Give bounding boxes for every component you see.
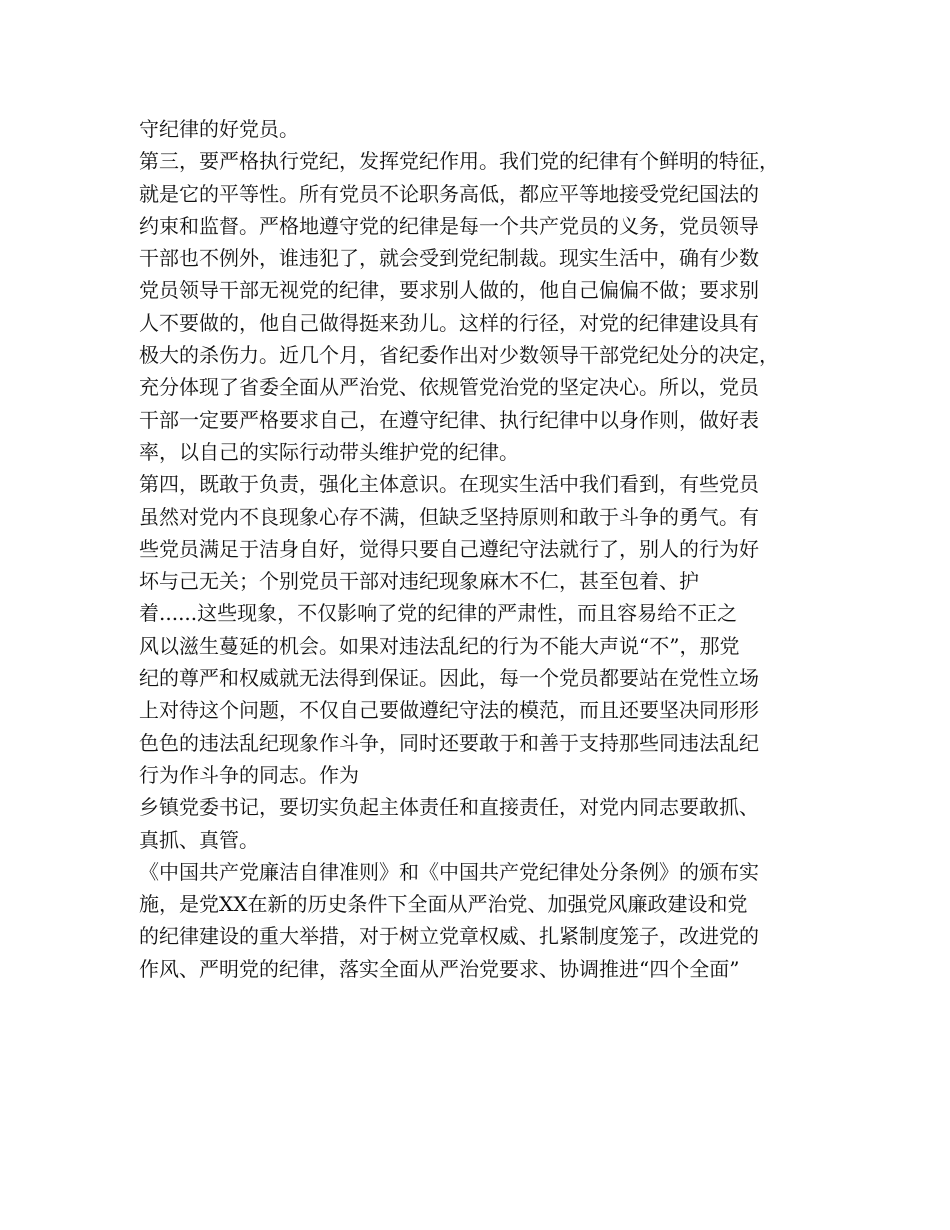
text-line: 《中国共产党廉洁自律准则》和《中国共产党纪律处分条例》的颁布实 [139, 859, 759, 884]
text-line: 极大的杀伤力。近几个月，省纪委作出对少数领导干部党纪处分的决定， [139, 343, 779, 368]
text-line: 乡镇党委书记，要切实负起主体责任和直接责任，对党内同志要敢抓、 [139, 795, 759, 820]
text-line: 第三，要严格执行党纪，发挥党纪作用。我们党的纪律有个鲜明的特征， [139, 149, 779, 174]
text-line: 人不要做的，他自己做得挺来劲儿。这样的行径，对党的纪律建设具有 [139, 310, 759, 335]
text-line: 纪的尊严和权威就无法得到保证。因此，每一个党员都要站在党性立场 [139, 666, 759, 691]
text-line: 施，是党XX在新的历史条件下全面从严治党、加强党风廉政建设和党 [139, 892, 748, 917]
text-line: 色色的违法乱纪现象作斗争，同时还要敢于和善于支持那些同违法乱纪 [139, 730, 759, 755]
text-line: 着......这些现象，不仅影响了党的纪律的严肃性，而且容易给不正之 [139, 601, 738, 626]
text-line: 风以滋生蔓延的机会。如果对违法乱纪的行为不能大声说“不”，那党 [139, 633, 740, 658]
text-line: 行为作斗争的同志。作为 [139, 762, 359, 787]
document-body [139, 113, 829, 985]
text-line: 些党员满足于洁身自好，觉得只要自己遵纪守法就行了，别人的行为好 [139, 536, 759, 561]
text-line: 真抓、真管。 [139, 827, 259, 852]
text-line: 坏与己无关；个别党员干部对违纪现象麻木不仁，甚至包着、护 [139, 569, 699, 594]
text-line: 第四，既敢于负责，强化主体意识。在现实生活中我们看到，有些党员 [139, 472, 759, 497]
text-line: 的纪律建设的重大举措，对于树立党章权威、扎紧制度笼子，改进党的 [139, 924, 759, 949]
text-line: 上对待这个问题，不仅自己要做遵纪守法的模范，而且还要坚决同形形 [139, 698, 759, 723]
text-line: 充分体现了省委全面从严治党、依规管党治党的坚定决心。所以，党员 [139, 375, 759, 400]
text-line: 守纪律的好党员。 [139, 117, 299, 141]
text-line: 干部也不例外，谁违犯了，就会受到党纪制裁。现实生活中，确有少数 [139, 246, 759, 271]
text-line: 党员领导干部无视党的纪律，要求别人做的，他自己偏偏不做；要求别 [139, 278, 759, 303]
text-line: 干部一定要严格要求自己，在遵守纪律、执行纪律中以身作则，做好表 [139, 407, 759, 432]
text-line: 率，以自己的实际行动带头维护党的纪律。 [139, 439, 519, 464]
text-line: 就是它的平等性。所有党员不论职务高低，都应平等地接受党纪国法的 [139, 181, 759, 206]
text-line: 虽然对党内不良现象心存不满，但缺乏坚持原则和敢于斗争的勇气。有 [139, 504, 759, 529]
text-line: 约束和监督。严格地遵守党的纪律是每一个共产党员的义务，党员领导 [139, 213, 759, 238]
text-line: 作风、严明党的纪律，落实全面从严治党要求、协调推进“四个全面” [139, 956, 740, 981]
